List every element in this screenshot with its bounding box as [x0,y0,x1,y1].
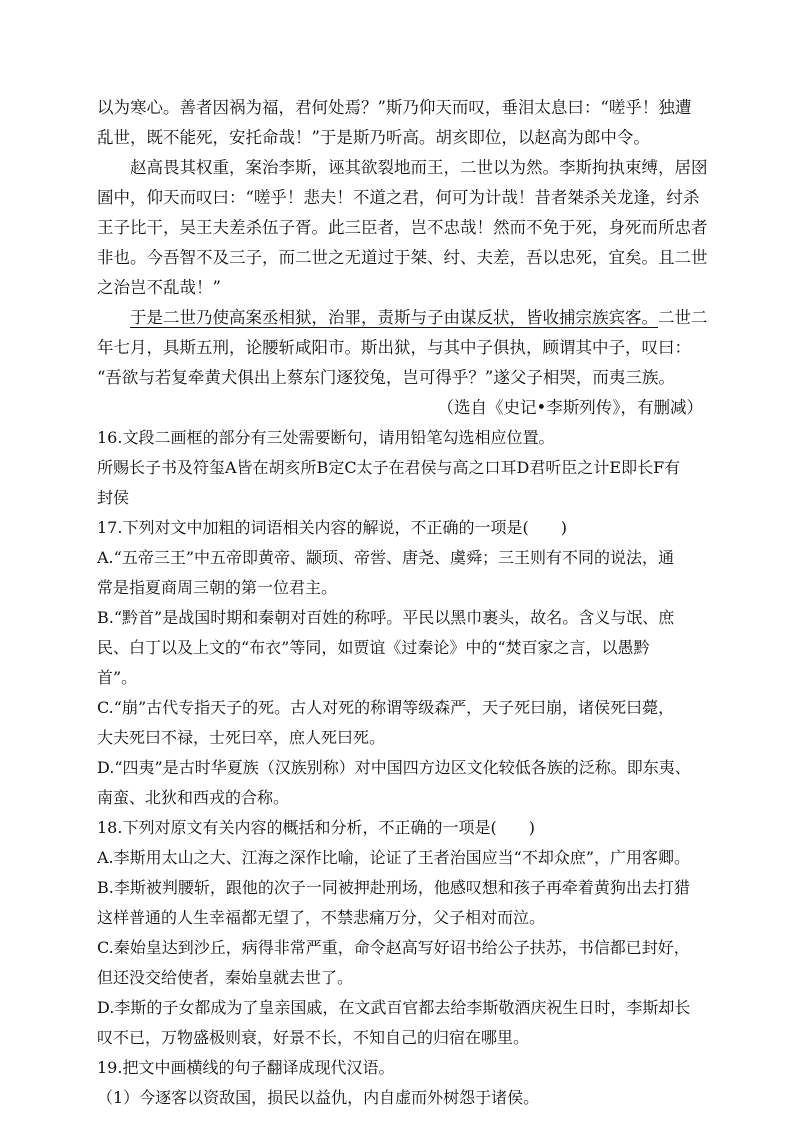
option-c: C.“崩”古代专指天子的死。古人对死的称谓等级森严，天子死曰崩，诸侯死曰薨， [97,698,675,717]
option-b: B.李斯被判腰斩，跟他的次子一同被押赴刑场，他感叹想和孩子再牵着黄狗出去打猎 [97,878,690,897]
option-b: B.“黔首”是战国时期和秦朝对百姓的称呼。平民以黑巾裹头，故名。含义与氓、庶 [97,608,675,627]
underlined-sentence: 于是二世乃使高案丞相狱，治罪，责斯与子由谋反状，皆收捕宗族宾客。 [130,308,658,327]
passage-source: （选自《史记•李斯列传》，有删减） [437,398,703,417]
option-a: A.李斯用太山之大、江海之深作比喻，论证了王者治国应当“不却众庶”，广用客卿。 [97,848,691,867]
passage-line: 非也。今吾智不及三子，而二世之无道过于桀、纣、夫差，吾以忠死，宜矣。且二世 [97,248,708,267]
option-d: D.“四夷”是古时华夏族（汉族别称）对中国四方边区文化较低各族的泛称。即东夷、 [97,758,691,777]
option-a: 常是指夏商周三朝的第一位君主。 [97,578,338,597]
option-a: A.“五帝三王”中五帝即黄帝、颛顼、帝喾、唐尧、虞舜；三王则有不同的说法，通 [97,548,675,567]
passage-line: “吾欲与若复牵黄犬俱出上蔡东门逐狡兔，岂可得乎？”遂父子相哭，而夷三族。 [97,368,675,387]
question-title: 16.文段二画框的部分有三处需要断句，请用铅笔勾选相应位置。 [97,428,555,447]
option-c: C.秦始皇达到沙丘，病得非常严重，命令赵高写好诏书给公子扶苏，书信都已封好， [97,938,690,957]
passage-line: 之治岂不乱哉！” [97,278,221,297]
option-b: 这样普通的人生幸福都无望了，不禁悲痛万分，父子相对而泣。 [97,908,546,927]
passage-text: 二世二 [658,308,708,327]
option-d: 南蛮、北狄和西戎的合称。 [97,788,290,807]
option-d: 叹不已，万物盛极则衰，好景不长，不知自己的归宿在哪里。 [97,1028,530,1047]
question-title: 19.把文中画横线的句子翻译成现代汉语。 [97,1058,395,1077]
passage-line [130,306,708,330]
passage-line: 年七月，具斯五刑，论腰斩咸阳市。斯出狱，与其中子俱执，顾谓其中子，叹曰： [97,338,691,357]
question-text: 所赐长子书及符玺A皆在胡亥所B定C太子在君侯与高之口耳D君听臣之计E即长F有 [97,458,681,477]
passage-line: 赵高畏其权重，案治李斯，诬其欲裂地而王，二世以为然。李斯拘执束缚，居囹 [130,158,708,177]
question-title: 17.下列对文中加粗的词语相关内容的解说，不正确的一项是( ) [97,518,567,537]
option-c: 大夫死曰不禄，士死曰卒，庶人死曰死。 [97,728,386,747]
option-c: 但还没交给使者，秦始皇就去世了。 [97,968,354,987]
passage-line: 王子比干，吴王夫差杀伍子胥。此三臣者，岂不忠哉！然而不免于死，身死而所忠者 [97,218,708,237]
option-b: 首”。 [97,668,138,687]
question-title: 18.下列对原文有关内容的概括和分析，不正确的一项是( ) [97,818,535,837]
option-b: 民、白丁以及上文的“布衣”等同，如贾谊《过秦论》中的“焚百家之言，以愚黔 [97,638,650,657]
question-text: 封侯 [97,488,130,507]
passage-line: 乱世，既不能死，安托命哉！”于是斯乃听高。胡亥即位，以赵高为郎中令。 [97,128,650,147]
passage-line: 以为寒心。善者因祸为福，君何处焉？”斯乃仰天而叹，垂泪太息曰：“嗟乎！独遭 [97,98,692,117]
passage-line: 圄中，仰天而叹曰：“嗟乎！悲夫！不道之君，何可为计哉！昔者桀杀关龙逢，纣杀 [97,188,700,207]
translation-item: （1）今逐客以资敌国，损民以益仇，内自虚而外树怨于诸侯。 [97,1088,540,1107]
option-d: D.李斯的子女都成为了皇亲国戚，在文武百官都去给李斯敬酒庆祝生日时，李斯却长 [97,998,691,1017]
